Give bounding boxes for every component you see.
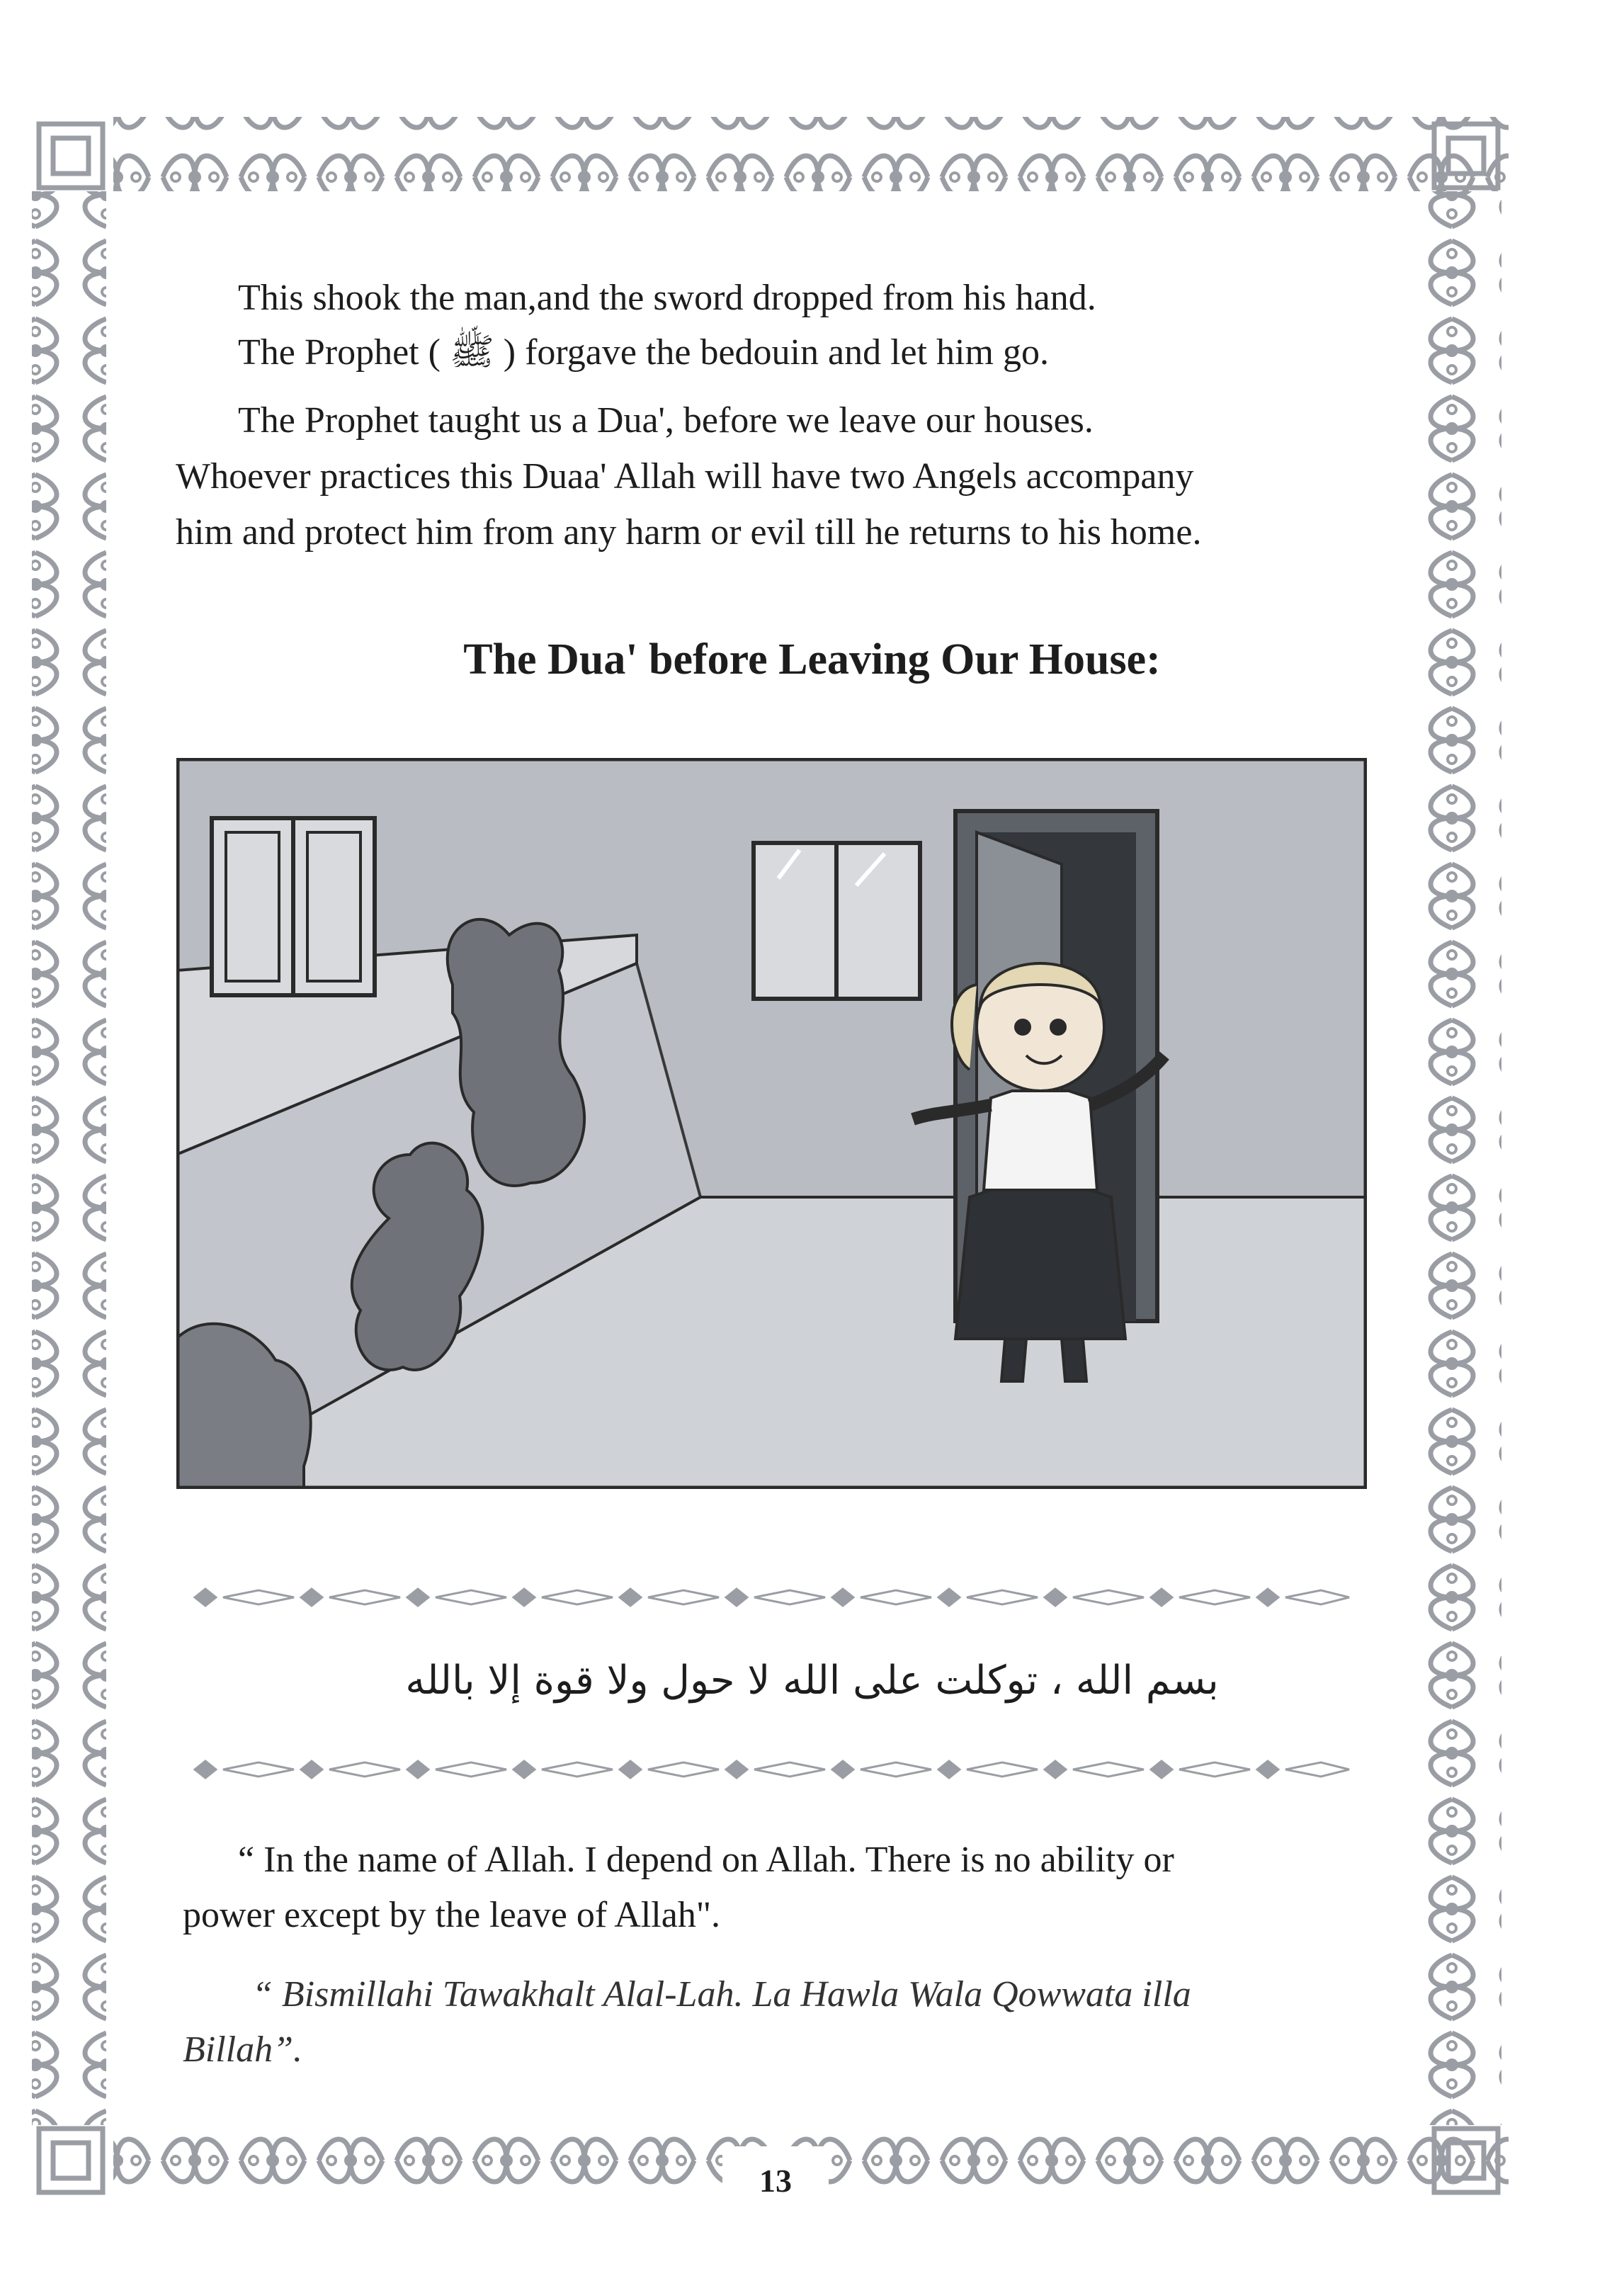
dua-heading: The Dua' before Leaving Our House:: [463, 635, 1161, 684]
girl-leaving-house-illustration: [176, 758, 1367, 1489]
paragraph-1-line-1: This shook the man,and the sword dropped from his hand.: [238, 278, 1096, 318]
translation-line-1: “ In the name of Allah. I depend on Allah. There is no ability or: [238, 1840, 1174, 1880]
paragraph-2-line-3: him and protect him from any harm or evil till he returns to his home.: [176, 512, 1202, 553]
divider-top: [181, 1583, 1365, 1612]
paragraph-2-line-1: The Prophet taught us a Dua', before we leave our houses.: [238, 400, 1094, 441]
page-number: 13: [759, 2163, 792, 2199]
divider-bottom: [181, 1755, 1365, 1784]
arabic-dua-text: بسم الله ، توكلت على الله لا حول ولا قوة إلا بالله: [405, 1658, 1219, 1704]
paragraph-2-line-2: Whoever practices this Duaa' Allah will have two Angels accompany: [176, 456, 1194, 497]
translation-line-2: power except by the leave of Allah".: [183, 1895, 721, 1935]
transliteration-line-1: “ Bismillahi Tawakhalt Alal-Lah. La Hawla Wala Qowwata illa: [252, 1974, 1191, 2015]
transliteration-line-2: Billah”.: [183, 2029, 303, 2070]
paragraph-1-line-2: The Prophet ( ﷺ ) forgave the bedouin and let him go.: [238, 332, 1049, 373]
